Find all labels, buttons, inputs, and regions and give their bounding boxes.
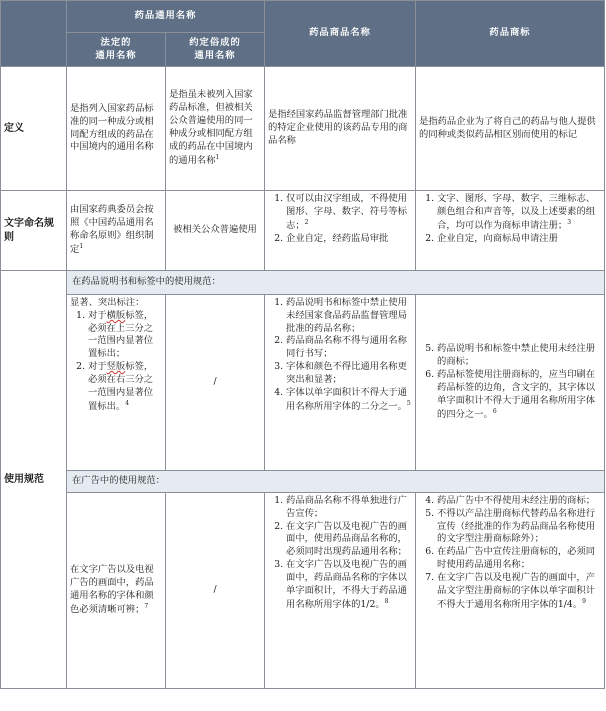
definition-convention-text: 是指虽未被列入国家药品标准，但被相关公众普遍使用的同一种成分或相同配方组成的药品在中国境内的通用名称 — [169, 89, 253, 166]
footnote-ref: 8 — [384, 597, 389, 605]
definition-legal-text: 是指列入国家药品标准的同一种成分或相同配方组成的药品在中国境内的通用名称 — [70, 102, 154, 153]
list-item — [437, 508, 601, 546]
list-item-text: 在文字广告以及电视广告的画面中，产品文字型注册商标的字体以单字面积计不得大于通用名称所用字体的1/4。 — [437, 571, 596, 610]
legal-name-header: 法定的 通用名称 — [67, 33, 166, 67]
ad-convention: / — [166, 493, 265, 689]
list-item-text: 标签，必须在上三分之一范围内显著位置标出； — [88, 309, 154, 360]
list-item-text: 在药品广告中宣传注册商标的，必须同时使用药品通用名称； — [437, 546, 596, 571]
list-item — [437, 233, 601, 246]
usage-label: 使用规范 — [1, 271, 67, 689]
trade-name-header: 药品商品名称 — [265, 1, 416, 67]
list-item — [437, 546, 601, 572]
list-item — [437, 193, 601, 233]
naming-trademark — [416, 191, 605, 271]
naming-legal-text: 由国家药典委员会按照《中国药品通用名称命名原则》组织制定 — [70, 204, 154, 255]
naming-trade — [265, 191, 416, 271]
label-legal-list — [70, 310, 162, 414]
naming-convention: 被相关公众普遍使用 — [166, 191, 265, 271]
definition-label: 定义 — [1, 67, 67, 191]
list-item-text: 药品标签使用注册商标的，应当印刷在药品标签的边角，含文字的，其字体以单字面积计不得大于通用名称所用字体的四分之一。 — [437, 369, 596, 420]
footnote-ref: 3 — [567, 218, 572, 226]
list-item: 1. 对于横版标签，必须在上三分之一范围内显著位置标出； — [88, 310, 162, 361]
list-item-text: 标签，必须在右三分之一范围内显著位置标出。 — [88, 361, 154, 412]
naming-legal — [67, 191, 166, 271]
list-item-text: 药品商品名称不得与通用名称同行书写； — [286, 335, 407, 360]
list-item — [437, 572, 601, 612]
list-item-text: 文字、图形、字母、数字、三维标志、颜色组合和声音等，以及上述要素的组合，均可以作为商标申请注册； — [437, 193, 596, 231]
header-row-1 — [1, 1, 605, 33]
list-item-text: 在文字广告以及电视广告的画面中，使用药品商品名称的，必须同时出现药品通用名称； — [286, 520, 407, 558]
ad-legal-text: 在文字广告以及电视广告的画面中，药品通用名称的字体和颜色必须清晰可辨； — [70, 564, 154, 615]
list-item — [286, 387, 412, 414]
list-item — [286, 559, 412, 611]
list-item-text: 药品商品名称不得单独进行广告宣传； — [286, 495, 407, 519]
naming-label: 文字命名规则 — [1, 191, 67, 271]
list-item-text: 字体以单字面积计不得大于通用名称所用字体的二分之一。 — [286, 386, 407, 412]
generic-name-header: 药品通用名称 — [67, 1, 265, 33]
footnote-ref: 4 — [125, 399, 130, 407]
label-convention: / — [166, 295, 265, 471]
list-item — [286, 361, 412, 387]
list-item — [286, 297, 412, 335]
convention-name-header: 约定俗成的 通用名称 — [166, 33, 265, 67]
label-trade-list — [268, 297, 412, 414]
definition-trademark: 是指药品企业为了将自己的药品与他人提供的同种或类似药品相区别而使用的标记 — [416, 67, 605, 191]
ad-trademark — [416, 493, 605, 689]
list-item — [286, 521, 412, 559]
label-legal — [67, 295, 166, 471]
list-item — [437, 369, 601, 421]
usage-label-section-row — [1, 271, 605, 295]
list-item — [437, 343, 601, 369]
definition-row — [1, 67, 605, 191]
footnote-ref: 1 — [215, 153, 220, 161]
ad-trademark-list — [419, 495, 601, 612]
list-item-text: 字体和颜色不得比通用名称更突出和显著； — [286, 361, 407, 385]
list-item — [286, 495, 412, 521]
usage-ad-section-row — [1, 471, 605, 493]
list-item — [437, 495, 601, 508]
list-item — [286, 233, 412, 246]
label-usage-section-title: 在药品说明书和标签中的使用规范： — [67, 271, 605, 295]
list-item: 2. 对于竖版标签，必须在右三分之一范围内显著位置标出。$^4$ — [88, 361, 162, 413]
footnote-ref: 9 — [582, 597, 586, 605]
label-trademark-list — [419, 343, 601, 421]
ad-legal — [67, 493, 166, 689]
definition-legal — [67, 67, 166, 191]
naming-trademark-list — [419, 193, 601, 245]
label-legal-intro: 显著、突出标注： — [70, 297, 145, 308]
footnote-ref: 2 — [304, 218, 309, 226]
list-item-text: 药品说明书和标签中禁止使用未经国家食品药品监督管理局批准的药品名称； — [286, 297, 407, 334]
naming-trade-list — [268, 193, 412, 245]
list-item-text: 不得以产品注册商标代替药品名称进行宣传（经批准的作为药品商品名称使用的文字型注册商标除外）； — [437, 507, 596, 545]
list-item — [286, 193, 412, 233]
label-trade — [265, 295, 416, 471]
naming-row — [1, 191, 605, 271]
trademark-header: 药品商标 — [416, 1, 605, 67]
footnote-ref: 6 — [492, 407, 497, 415]
label-trademark — [416, 295, 605, 471]
footnote-ref: 7 — [144, 602, 149, 610]
footnote-ref: 5 — [406, 399, 411, 407]
usage-ad-row — [1, 493, 605, 689]
wavy-term: 竖版 — [106, 361, 126, 373]
list-item-text: 企业自定，经药监局审批 — [286, 232, 389, 244]
list-item-text: 药品说明书和标签中禁止使用未经注册的商标； — [437, 343, 596, 368]
definition-trade: 是指经国家药品监督管理部门批准的特定企业使用的该药品专用的商品名称 — [265, 67, 416, 191]
ad-trade-list — [268, 495, 412, 612]
wavy-term: 横版 — [106, 309, 126, 321]
list-item-text: 药品广告中不得使用未经注册的商标； — [437, 495, 596, 506]
footnote-ref: 1 — [79, 242, 84, 250]
list-item-text: 仅可以由汉字组成，不得使用图形、字母、数字、符号等标志； — [286, 193, 407, 231]
corner-header — [1, 1, 67, 67]
ad-trade — [265, 493, 416, 689]
ad-usage-section-title: 在广告中的使用规范： — [67, 471, 605, 493]
definition-convention — [166, 67, 265, 191]
usage-label-row — [1, 295, 605, 471]
list-item — [286, 335, 412, 361]
list-item-text: 企业自定，向商标局申请注册 — [437, 232, 558, 244]
list-item-text: 在文字广告以及电视广告的画面中，药品商品名称的字体以单字面积计，不得大于药品通用名称所用字体的1/2。 — [286, 559, 407, 610]
